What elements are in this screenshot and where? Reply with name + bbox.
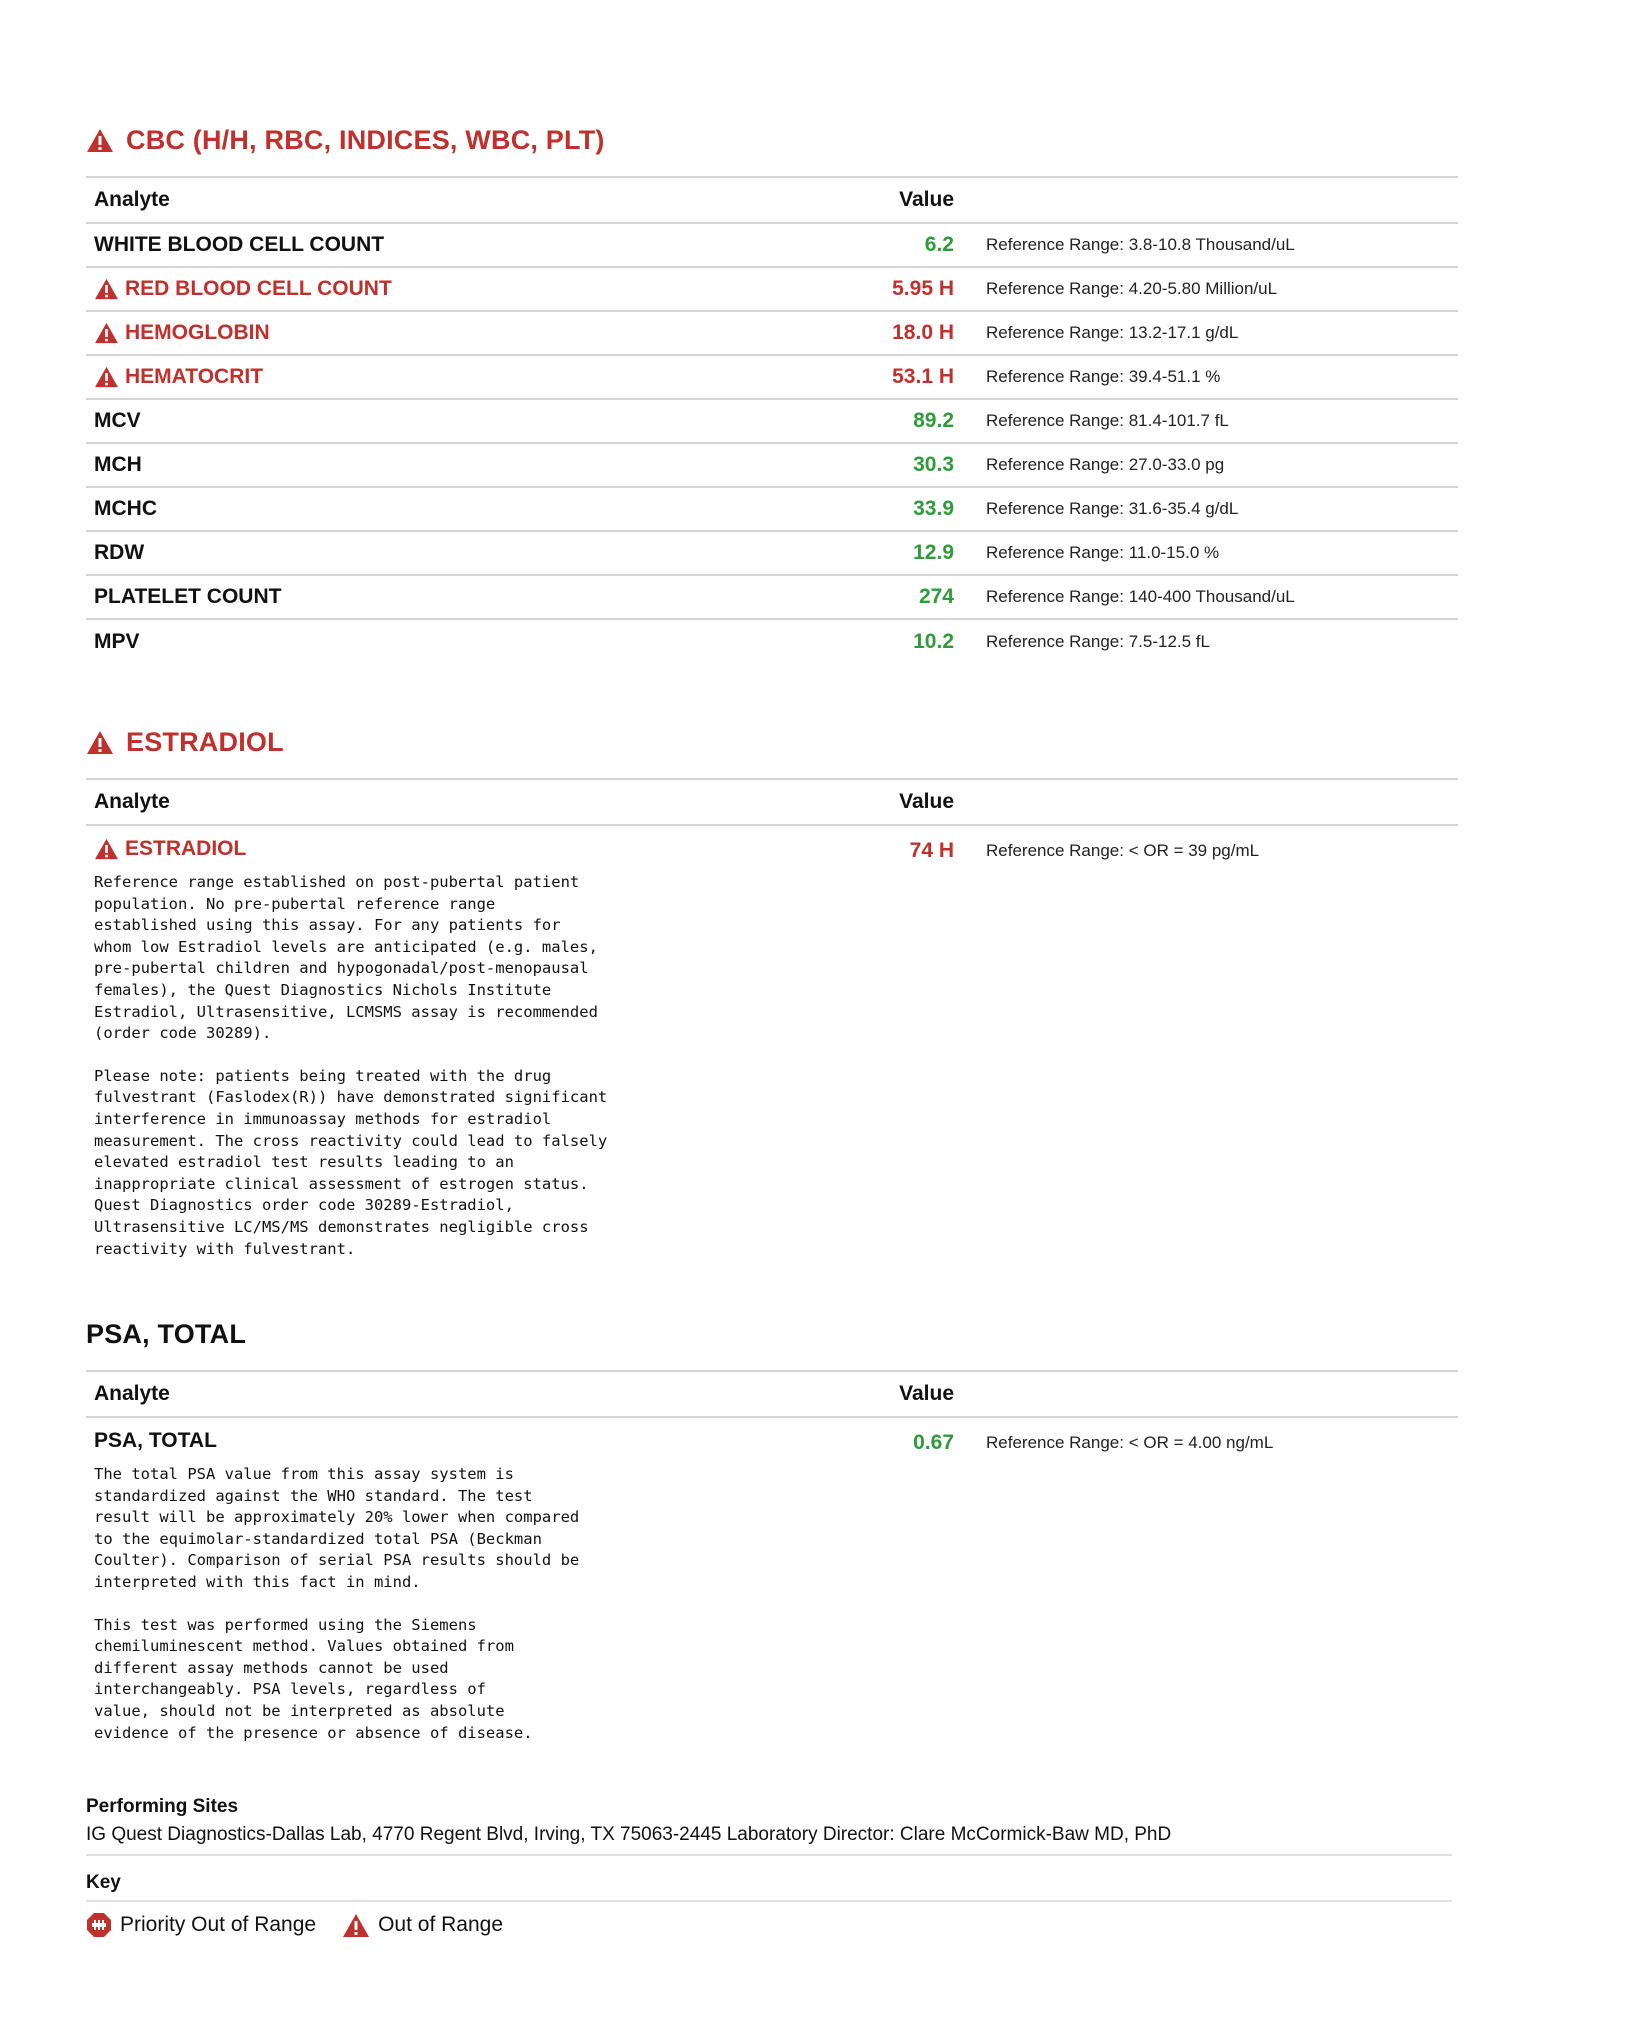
- performing-site-line: IG Quest Diagnostics-Dallas Lab, 4770 Regent Blvd, Irving, TX 75063-2445 Laboratory Director: Clare McCormick-Baw MD, PhD: [86, 1818, 1452, 1856]
- reference-range: Reference Range: 31.6-35.4 g/dL: [986, 499, 1239, 518]
- analyte-value: 5.95 H: [892, 277, 954, 300]
- analyte-value: 89.2: [913, 409, 954, 432]
- analyte-value: 18.0 H: [892, 321, 954, 344]
- analyte-name: RDW: [94, 541, 145, 564]
- warning-triangle-icon: [86, 128, 114, 153]
- key-legend: [86, 1912, 1458, 1938]
- analyte-value: 10.2: [913, 630, 954, 653]
- analyte-name: RED BLOOD CELL COUNT: [125, 277, 392, 300]
- reference-range: Reference Range: 27.0-33.0 pg: [986, 455, 1225, 474]
- warning-triangle-icon: [94, 838, 119, 860]
- key-item-priority: [86, 1912, 316, 1938]
- value-column-header: Value: [899, 188, 954, 211]
- performing-sites-label: Performing Sites: [86, 1796, 239, 1818]
- reference-range: Reference Range: 4.20-5.80 Million/uL: [986, 279, 1278, 298]
- reference-range: Reference Range: 39.4-51.1 %: [986, 367, 1221, 386]
- key-divider: [86, 1900, 1452, 1902]
- estradiol-title: ESTRADIOL: [126, 726, 284, 757]
- estradiol-section-title: [86, 712, 1458, 772]
- analyte-note: Please note: patients being treated with the drug fulvestrant (Faslodex(R)) have demonstrated significant interference in immunoassay methods for estradiol measurement. The cross reactivity could lead to falsely elevated estradiol test results leading to an inappropriate clinical assessment of estrogen status. Quest Diagnostics order code 30289-Estradiol, Ultrasensitive LC/MS/MS demonstrates negligible cross reactivity with fulvestrant.: [94, 1066, 608, 1258]
- warning-triangle-icon: [94, 366, 119, 388]
- reference-range: Reference Range: < OR = 39 pg/mL: [986, 841, 1260, 860]
- table-row: [86, 1418, 1458, 1744]
- table-row: [86, 268, 1458, 312]
- key-out-of-range-label: Out of Range: [378, 1913, 504, 1937]
- analyte-value: 53.1 H: [892, 365, 954, 388]
- psa-table: [86, 1370, 1458, 1744]
- value-column-header: Value: [899, 790, 954, 813]
- reference-range: Reference Range: 11.0-15.0 %: [986, 543, 1220, 562]
- analyte-value: 0.67: [913, 1431, 954, 1455]
- analyte-value: 30.3: [913, 453, 954, 476]
- cbc-section-title: [86, 110, 1458, 170]
- analyte-note: The total PSA value from this assay system is standardized against the WHO standard. The test result will be approximately 20% lower when compared to the equimolar-standardized total PSA (Beckman Coulter). Comparison of serial PSA results should be interpreted with this fact in mind.: [94, 1465, 580, 1592]
- analyte-name: MCH: [94, 453, 142, 476]
- analyte-name: HEMOGLOBIN: [125, 321, 270, 344]
- analyte-name: MCHC: [94, 497, 157, 520]
- reference-range: Reference Range: 7.5-12.5 fL: [986, 632, 1210, 651]
- table-header: [86, 178, 1458, 224]
- reference-range: Reference Range: 3.8-10.8 Thousand/uL: [986, 235, 1295, 254]
- analyte-value: 12.9: [913, 541, 954, 564]
- performing-sites-section: [86, 1796, 1458, 1856]
- reference-range: Reference Range: 81.4-101.7 fL: [986, 411, 1229, 430]
- estradiol-table: [86, 778, 1458, 1260]
- table-row: [86, 620, 1458, 664]
- reference-range: Reference Range: < OR = 4.00 ng/mL: [986, 1433, 1274, 1453]
- warning-triangle-icon: [94, 278, 119, 300]
- lab-report-page: [86, 110, 1458, 1938]
- analyte-name: MPV: [94, 630, 140, 653]
- analyte-value: 74 H: [909, 839, 954, 862]
- cbc-title: CBC (H/H, RBC, INDICES, WBC, PLT): [126, 124, 605, 155]
- analyte-name: WHITE BLOOD CELL COUNT: [94, 233, 385, 256]
- analyte-column-header: Analyte: [94, 188, 170, 211]
- table-row: [86, 224, 1458, 268]
- analyte-name: PLATELET COUNT: [94, 585, 282, 608]
- table-row: [86, 488, 1458, 532]
- priority-octagon-icon: [86, 1912, 112, 1938]
- key-section: [86, 1872, 1458, 1938]
- table-row: [86, 826, 1458, 1260]
- key-priority-label: Priority Out of Range: [120, 1913, 317, 1937]
- reference-range: Reference Range: 13.2-17.1 g/dL: [986, 323, 1239, 342]
- warning-triangle-icon: [342, 1913, 370, 1938]
- analyte-note: This test was performed using the Siemens chemiluminescent method. Values obtained from different assay methods cannot be used interchangeably. PSA levels, regardless of value, should not be interpreted as absolute evidence of the presence or absence of disease.: [94, 1615, 533, 1742]
- warning-triangle-icon: [86, 730, 114, 755]
- analyte-value: 6.2: [924, 233, 954, 256]
- key-item-out-of-range: [342, 1913, 503, 1938]
- table-row: [86, 400, 1458, 444]
- table-row: [86, 312, 1458, 356]
- analyte-name: HEMATOCRIT: [125, 365, 264, 388]
- value-column-header: Value: [899, 1382, 954, 1406]
- analyte-name: ESTRADIOL: [125, 837, 247, 860]
- table-row: [86, 444, 1458, 488]
- key-label: Key: [86, 1872, 121, 1894]
- psa-section-title: [86, 1304, 1458, 1364]
- table-header: [86, 780, 1458, 826]
- analyte-column-header: Analyte: [94, 790, 170, 813]
- psa-title: PSA, TOTAL: [86, 1318, 247, 1349]
- analyte-column-header: Analyte: [94, 1382, 170, 1406]
- table-row: [86, 576, 1458, 620]
- warning-triangle-icon: [94, 322, 119, 344]
- reference-range: Reference Range: 140-400 Thousand/uL: [986, 587, 1295, 606]
- table-row: [86, 356, 1458, 400]
- analyte-name: MCV: [94, 409, 141, 432]
- analyte-value: 33.9: [913, 497, 954, 520]
- analyte-value: 274: [918, 585, 954, 608]
- table-row: [86, 532, 1458, 576]
- table-header: [86, 1372, 1458, 1418]
- analyte-name: PSA, TOTAL: [94, 1429, 217, 1453]
- analyte-note: Reference range established on post-pubertal patient population. No pre-pubertal reference range established using this assay. For any patients for whom low Estradiol levels are anticipated (e.g. males, pre-pubertal children and hypogonadal/post-menopausal females), the Quest Diagnostics Nichols Institute Estradiol, Ultrasensitive, LCMSMS assay is recommended (order code 30289).: [94, 873, 598, 1043]
- cbc-table: [86, 176, 1458, 664]
